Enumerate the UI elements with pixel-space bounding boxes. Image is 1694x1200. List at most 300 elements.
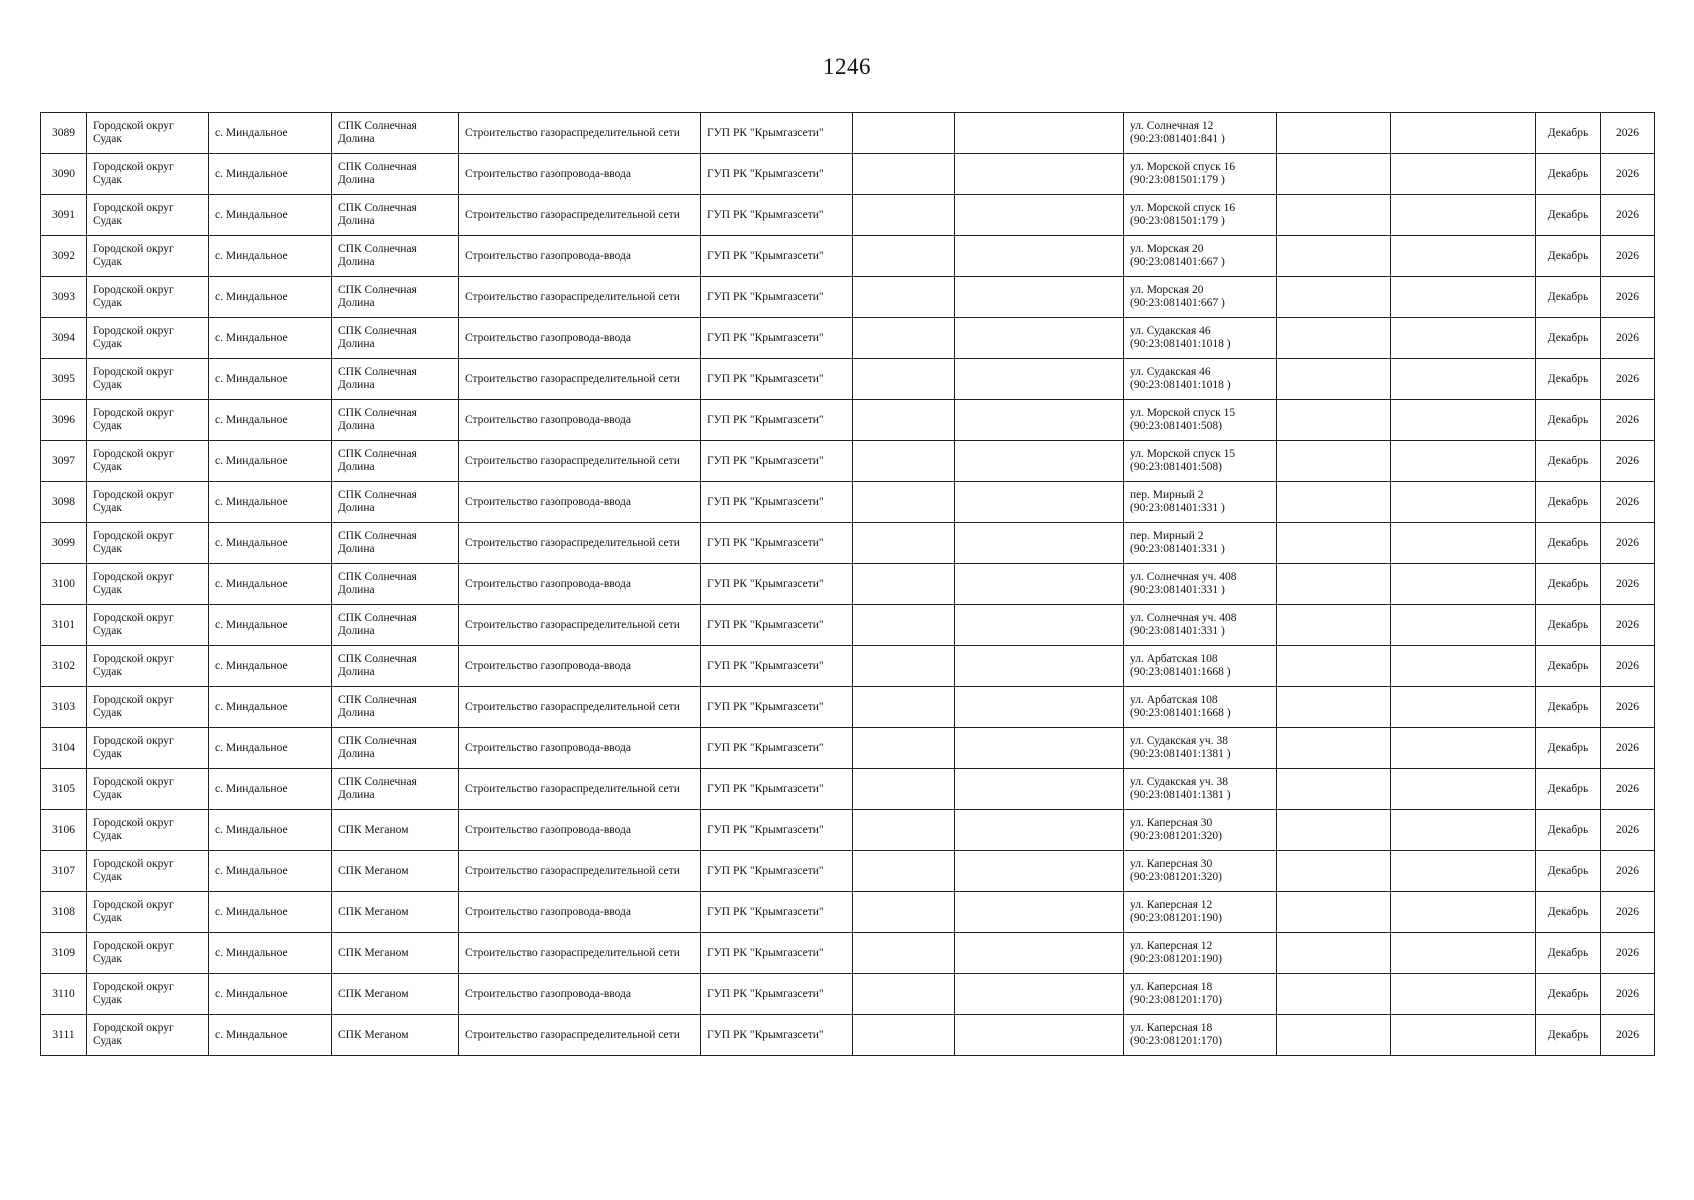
cooperative-cell: СПК Солнечная Долина <box>332 400 459 441</box>
empty-cell <box>955 113 1124 154</box>
empty-cell <box>955 974 1124 1015</box>
work-type-cell: Строительство газораспределительной сети <box>459 277 701 318</box>
district-cell: Городской округ Судак <box>87 113 209 154</box>
organization-cell: ГУП РК "Крымгазсети" <box>701 810 853 851</box>
district-cell: Городской округ Судак <box>87 482 209 523</box>
empty-cell <box>853 236 955 277</box>
village-cell: с. Миндальное <box>209 359 332 400</box>
empty-cell <box>853 277 955 318</box>
empty-cell <box>955 236 1124 277</box>
address-text: ул. Каперсная 12 <box>1130 940 1213 952</box>
address-cell <box>1124 933 1277 974</box>
cooperative-cell: СПК Солнечная Долина <box>332 605 459 646</box>
cadastral-number: (90:23:081201:170) <box>1130 1035 1222 1047</box>
address-cell <box>1124 810 1277 851</box>
row-number-cell: 3091 <box>41 195 87 236</box>
row-number-cell: 3089 <box>41 113 87 154</box>
address-text: пер. Мирный 2 <box>1130 530 1204 542</box>
empty-cell <box>1391 195 1536 236</box>
cooperative-cell: СПК Меганом <box>332 1015 459 1056</box>
row-number-cell: 3098 <box>41 482 87 523</box>
cadastral-number: (90:23:081401:1381 ) <box>1130 789 1231 801</box>
year-cell: 2026 <box>1601 318 1655 359</box>
work-type-cell: Строительство газопровода-ввода <box>459 482 701 523</box>
empty-cell <box>853 728 955 769</box>
empty-cell <box>1391 974 1536 1015</box>
cooperative-cell: СПК Солнечная Долина <box>332 564 459 605</box>
empty-cell <box>955 851 1124 892</box>
district-cell: Городской округ Судак <box>87 1015 209 1056</box>
cooperative-cell: СПК Солнечная Долина <box>332 482 459 523</box>
empty-cell <box>853 810 955 851</box>
table-row <box>41 564 1655 605</box>
cooperative-cell: СПК Меганом <box>332 810 459 851</box>
year-cell: 2026 <box>1601 113 1655 154</box>
empty-cell <box>853 195 955 236</box>
month-cell: Декабрь <box>1536 974 1601 1015</box>
address-text: ул. Судакская уч. 38 <box>1130 735 1228 747</box>
organization-cell: ГУП РК "Крымгазсети" <box>701 1015 853 1056</box>
district-cell: Городской округ Судак <box>87 687 209 728</box>
year-cell: 2026 <box>1601 769 1655 810</box>
row-number-cell: 3094 <box>41 318 87 359</box>
month-cell: Декабрь <box>1536 441 1601 482</box>
district-cell: Городской округ Судак <box>87 564 209 605</box>
address-cell <box>1124 646 1277 687</box>
cooperative-cell: СПК Меганом <box>332 892 459 933</box>
address-text: ул. Арбатская 108 <box>1130 653 1218 665</box>
month-cell: Декабрь <box>1536 892 1601 933</box>
village-cell: с. Миндальное <box>209 810 332 851</box>
address-cell <box>1124 523 1277 564</box>
empty-cell <box>1391 236 1536 277</box>
empty-cell <box>853 564 955 605</box>
empty-cell <box>1277 195 1391 236</box>
empty-cell <box>955 523 1124 564</box>
empty-cell <box>853 359 955 400</box>
table-row <box>41 728 1655 769</box>
registry-table <box>40 112 1655 1056</box>
table-row <box>41 933 1655 974</box>
work-type-cell: Строительство газораспределительной сети <box>459 113 701 154</box>
empty-cell <box>853 318 955 359</box>
address-cell <box>1124 851 1277 892</box>
cooperative-cell: СПК Меганом <box>332 933 459 974</box>
organization-cell: ГУП РК "Крымгазсети" <box>701 851 853 892</box>
cadastral-number: (90:23:081401:508) <box>1130 420 1222 432</box>
organization-cell: ГУП РК "Крымгазсети" <box>701 728 853 769</box>
cadastral-number: (90:23:081401:508) <box>1130 461 1222 473</box>
organization-cell: ГУП РК "Крымгазсети" <box>701 769 853 810</box>
cooperative-cell: СПК Солнечная Долина <box>332 154 459 195</box>
work-type-cell: Строительство газораспределительной сети <box>459 605 701 646</box>
cooperative-cell: СПК Солнечная Долина <box>332 646 459 687</box>
empty-cell <box>1277 687 1391 728</box>
village-cell: с. Миндальное <box>209 769 332 810</box>
village-cell: с. Миндальное <box>209 687 332 728</box>
address-text: ул. Каперсная 12 <box>1130 899 1213 911</box>
month-cell: Декабрь <box>1536 277 1601 318</box>
empty-cell <box>1277 564 1391 605</box>
village-cell: с. Миндальное <box>209 851 332 892</box>
empty-cell <box>955 482 1124 523</box>
work-type-cell: Строительство газопровода-ввода <box>459 646 701 687</box>
village-cell: с. Миндальное <box>209 564 332 605</box>
cooperative-cell: СПК Солнечная Долина <box>332 359 459 400</box>
district-cell: Городской округ Судак <box>87 236 209 277</box>
year-cell: 2026 <box>1601 564 1655 605</box>
address-text: ул. Морской спуск 15 <box>1130 407 1236 419</box>
work-type-cell: Строительство газопровода-ввода <box>459 974 701 1015</box>
work-type-cell: Строительство газопровода-ввода <box>459 728 701 769</box>
work-type-cell: Строительство газораспределительной сети <box>459 1015 701 1056</box>
empty-cell <box>955 1015 1124 1056</box>
address-cell <box>1124 195 1277 236</box>
organization-cell: ГУП РК "Крымгазсети" <box>701 523 853 564</box>
empty-cell <box>955 318 1124 359</box>
year-cell: 2026 <box>1601 482 1655 523</box>
empty-cell <box>853 482 955 523</box>
address-text: ул. Каперсная 30 <box>1130 858 1213 870</box>
address-cell <box>1124 1015 1277 1056</box>
empty-cell <box>853 154 955 195</box>
month-cell: Декабрь <box>1536 1015 1601 1056</box>
address-cell <box>1124 236 1277 277</box>
empty-cell <box>1391 359 1536 400</box>
table-row <box>41 441 1655 482</box>
work-type-cell: Строительство газораспределительной сети <box>459 687 701 728</box>
organization-cell: ГУП РК "Крымгазсети" <box>701 687 853 728</box>
row-number-cell: 3092 <box>41 236 87 277</box>
empty-cell <box>1391 687 1536 728</box>
table-row <box>41 154 1655 195</box>
empty-cell <box>955 441 1124 482</box>
year-cell: 2026 <box>1601 523 1655 564</box>
row-number-cell: 3105 <box>41 769 87 810</box>
table-row <box>41 277 1655 318</box>
work-type-cell: Строительство газораспределительной сети <box>459 195 701 236</box>
cooperative-cell: СПК Солнечная Долина <box>332 441 459 482</box>
row-number-cell: 3107 <box>41 851 87 892</box>
work-type-cell: Строительство газопровода-ввода <box>459 236 701 277</box>
empty-cell <box>1277 154 1391 195</box>
work-type-cell: Строительство газопровода-ввода <box>459 810 701 851</box>
address-text: ул. Каперсная 30 <box>1130 817 1213 829</box>
address-text: ул. Солнечная уч. 408 <box>1130 612 1237 624</box>
empty-cell <box>1391 605 1536 646</box>
empty-cell <box>1391 810 1536 851</box>
organization-cell: ГУП РК "Крымгазсети" <box>701 236 853 277</box>
empty-cell <box>955 154 1124 195</box>
empty-cell <box>1391 564 1536 605</box>
table-row <box>41 318 1655 359</box>
village-cell: с. Миндальное <box>209 605 332 646</box>
cooperative-cell: СПК Меганом <box>332 974 459 1015</box>
district-cell: Городской округ Судак <box>87 359 209 400</box>
organization-cell: ГУП РК "Крымгазсети" <box>701 400 853 441</box>
empty-cell <box>1277 236 1391 277</box>
organization-cell: ГУП РК "Крымгазсети" <box>701 605 853 646</box>
month-cell: Декабрь <box>1536 851 1601 892</box>
empty-cell <box>1391 1015 1536 1056</box>
empty-cell <box>1277 974 1391 1015</box>
row-number-cell: 3106 <box>41 810 87 851</box>
empty-cell <box>1277 605 1391 646</box>
district-cell: Городской округ Судак <box>87 892 209 933</box>
empty-cell <box>1277 482 1391 523</box>
cooperative-cell: СПК Солнечная Долина <box>332 523 459 564</box>
address-text: ул. Морской спуск 15 <box>1130 448 1236 460</box>
address-cell <box>1124 400 1277 441</box>
village-cell: с. Миндальное <box>209 236 332 277</box>
empty-cell <box>955 892 1124 933</box>
month-cell: Декабрь <box>1536 113 1601 154</box>
address-text: ул. Солнечная уч. 408 <box>1130 571 1237 583</box>
cooperative-cell: СПК Солнечная Долина <box>332 195 459 236</box>
address-cell <box>1124 728 1277 769</box>
empty-cell <box>955 277 1124 318</box>
village-cell: с. Миндальное <box>209 195 332 236</box>
month-cell: Декабрь <box>1536 810 1601 851</box>
table-row <box>41 482 1655 523</box>
empty-cell <box>853 113 955 154</box>
empty-cell <box>1277 728 1391 769</box>
address-cell <box>1124 359 1277 400</box>
address-cell <box>1124 769 1277 810</box>
empty-cell <box>1391 769 1536 810</box>
cadastral-number: (90:23:081201:190) <box>1130 912 1222 924</box>
table-row <box>41 400 1655 441</box>
address-cell <box>1124 113 1277 154</box>
address-text: ул. Судакская 46 <box>1130 366 1211 378</box>
village-cell: с. Миндальное <box>209 113 332 154</box>
cadastral-number: (90:23:081401:1668 ) <box>1130 707 1231 719</box>
village-cell: с. Миндальное <box>209 277 332 318</box>
work-type-cell: Строительство газопровода-ввода <box>459 564 701 605</box>
month-cell: Декабрь <box>1536 687 1601 728</box>
organization-cell: ГУП РК "Крымгазсети" <box>701 974 853 1015</box>
month-cell: Декабрь <box>1536 359 1601 400</box>
empty-cell <box>1391 728 1536 769</box>
address-text: ул. Судакская уч. 38 <box>1130 776 1228 788</box>
month-cell: Декабрь <box>1536 933 1601 974</box>
district-cell: Городской округ Судак <box>87 728 209 769</box>
cadastral-number: (90:23:081401:841 ) <box>1130 133 1225 145</box>
address-cell <box>1124 154 1277 195</box>
row-number-cell: 3099 <box>41 523 87 564</box>
empty-cell <box>1277 892 1391 933</box>
empty-cell <box>1391 441 1536 482</box>
empty-cell <box>955 195 1124 236</box>
empty-cell <box>853 769 955 810</box>
empty-cell <box>955 646 1124 687</box>
year-cell: 2026 <box>1601 605 1655 646</box>
work-type-cell: Строительство газораспределительной сети <box>459 769 701 810</box>
cadastral-number: (90:23:081401:331 ) <box>1130 625 1225 637</box>
empty-cell <box>1277 359 1391 400</box>
work-type-cell: Строительство газораспределительной сети <box>459 359 701 400</box>
district-cell: Городской округ Судак <box>87 277 209 318</box>
table-body <box>41 113 1655 1056</box>
cooperative-cell: СПК Меганом <box>332 851 459 892</box>
cadastral-number: (90:23:081401:331 ) <box>1130 584 1225 596</box>
table-row <box>41 113 1655 154</box>
address-cell <box>1124 892 1277 933</box>
cadastral-number: (90:23:081201:190) <box>1130 953 1222 965</box>
empty-cell <box>1391 646 1536 687</box>
work-type-cell: Строительство газопровода-ввода <box>459 400 701 441</box>
table-row <box>41 687 1655 728</box>
empty-cell <box>955 400 1124 441</box>
district-cell: Городской округ Судак <box>87 154 209 195</box>
empty-cell <box>1277 810 1391 851</box>
row-number-cell: 3109 <box>41 933 87 974</box>
address-cell <box>1124 318 1277 359</box>
district-cell: Городской округ Судак <box>87 646 209 687</box>
address-cell <box>1124 564 1277 605</box>
month-cell: Декабрь <box>1536 400 1601 441</box>
month-cell: Декабрь <box>1536 646 1601 687</box>
organization-cell: ГУП РК "Крымгазсети" <box>701 113 853 154</box>
year-cell: 2026 <box>1601 810 1655 851</box>
empty-cell <box>1277 318 1391 359</box>
empty-cell <box>853 400 955 441</box>
month-cell: Декабрь <box>1536 236 1601 277</box>
empty-cell <box>955 564 1124 605</box>
row-number-cell: 3095 <box>41 359 87 400</box>
cadastral-number: (90:23:081401:667 ) <box>1130 297 1225 309</box>
cooperative-cell: СПК Солнечная Долина <box>332 113 459 154</box>
empty-cell <box>955 605 1124 646</box>
empty-cell <box>1391 400 1536 441</box>
empty-cell <box>1391 523 1536 564</box>
organization-cell: ГУП РК "Крымгазсети" <box>701 154 853 195</box>
cadastral-number: (90:23:081401:1018 ) <box>1130 338 1231 350</box>
empty-cell <box>1391 154 1536 195</box>
month-cell: Декабрь <box>1536 154 1601 195</box>
empty-cell <box>853 605 955 646</box>
row-number-cell: 3101 <box>41 605 87 646</box>
address-cell <box>1124 605 1277 646</box>
page-number: 1246 <box>823 54 871 79</box>
village-cell: с. Миндальное <box>209 728 332 769</box>
empty-cell <box>1277 400 1391 441</box>
table-row <box>41 1015 1655 1056</box>
empty-cell <box>1277 933 1391 974</box>
district-cell: Городской округ Судак <box>87 605 209 646</box>
organization-cell: ГУП РК "Крымгазсети" <box>701 277 853 318</box>
district-cell: Городской округ Судак <box>87 195 209 236</box>
district-cell: Городской округ Судак <box>87 851 209 892</box>
year-cell: 2026 <box>1601 1015 1655 1056</box>
work-type-cell: Строительство газопровода-ввода <box>459 318 701 359</box>
row-number-cell: 3104 <box>41 728 87 769</box>
address-cell <box>1124 687 1277 728</box>
year-cell: 2026 <box>1601 892 1655 933</box>
cooperative-cell: СПК Солнечная Долина <box>332 236 459 277</box>
month-cell: Декабрь <box>1536 564 1601 605</box>
empty-cell <box>853 974 955 1015</box>
village-cell: с. Миндальное <box>209 1015 332 1056</box>
address-cell <box>1124 974 1277 1015</box>
cooperative-cell: СПК Солнечная Долина <box>332 687 459 728</box>
empty-cell <box>1391 851 1536 892</box>
village-cell: с. Миндальное <box>209 318 332 359</box>
empty-cell <box>1277 113 1391 154</box>
year-cell: 2026 <box>1601 646 1655 687</box>
work-type-cell: Строительство газораспределительной сети <box>459 441 701 482</box>
empty-cell <box>955 728 1124 769</box>
empty-cell <box>1277 646 1391 687</box>
table-row <box>41 523 1655 564</box>
district-cell: Городской округ Судак <box>87 810 209 851</box>
organization-cell: ГУП РК "Крымгазсети" <box>701 892 853 933</box>
cooperative-cell: СПК Солнечная Долина <box>332 769 459 810</box>
year-cell: 2026 <box>1601 441 1655 482</box>
row-number-cell: 3093 <box>41 277 87 318</box>
organization-cell: ГУП РК "Крымгазсети" <box>701 359 853 400</box>
empty-cell <box>853 646 955 687</box>
table-row <box>41 605 1655 646</box>
district-cell: Городской округ Судак <box>87 974 209 1015</box>
row-number-cell: 3100 <box>41 564 87 605</box>
address-cell <box>1124 277 1277 318</box>
table-row <box>41 769 1655 810</box>
empty-cell <box>955 810 1124 851</box>
work-type-cell: Строительство газопровода-ввода <box>459 154 701 195</box>
table-row <box>41 810 1655 851</box>
empty-cell <box>1391 113 1536 154</box>
empty-cell <box>1391 892 1536 933</box>
month-cell: Декабрь <box>1536 605 1601 646</box>
empty-cell <box>955 933 1124 974</box>
cadastral-number: (90:23:081201:320) <box>1130 830 1222 842</box>
cooperative-cell: СПК Солнечная Долина <box>332 728 459 769</box>
organization-cell: ГУП РК "Крымгазсети" <box>701 646 853 687</box>
row-number-cell: 3090 <box>41 154 87 195</box>
village-cell: с. Миндальное <box>209 523 332 564</box>
cooperative-cell: СПК Солнечная Долина <box>332 277 459 318</box>
year-cell: 2026 <box>1601 851 1655 892</box>
year-cell: 2026 <box>1601 933 1655 974</box>
organization-cell: ГУП РК "Крымгазсети" <box>701 318 853 359</box>
village-cell: с. Миндальное <box>209 154 332 195</box>
empty-cell <box>853 851 955 892</box>
cadastral-number: (90:23:081501:179 ) <box>1130 174 1225 186</box>
village-cell: с. Миндальное <box>209 933 332 974</box>
year-cell: 2026 <box>1601 277 1655 318</box>
address-cell <box>1124 441 1277 482</box>
empty-cell <box>853 1015 955 1056</box>
empty-cell <box>1277 523 1391 564</box>
empty-cell <box>1277 277 1391 318</box>
empty-cell <box>955 769 1124 810</box>
month-cell: Декабрь <box>1536 482 1601 523</box>
year-cell: 2026 <box>1601 195 1655 236</box>
empty-cell <box>955 687 1124 728</box>
cadastral-number: (90:23:081401:1381 ) <box>1130 748 1231 760</box>
cadastral-number: (90:23:081401:1668 ) <box>1130 666 1231 678</box>
address-text: пер. Мирный 2 <box>1130 489 1204 501</box>
row-number-cell: 3096 <box>41 400 87 441</box>
village-cell: с. Миндальное <box>209 892 332 933</box>
table-row <box>41 195 1655 236</box>
address-text: ул. Судакская 46 <box>1130 325 1211 337</box>
cadastral-number: (90:23:081201:170) <box>1130 994 1222 1006</box>
year-cell: 2026 <box>1601 400 1655 441</box>
address-text: ул. Каперсная 18 <box>1130 981 1213 993</box>
year-cell: 2026 <box>1601 728 1655 769</box>
